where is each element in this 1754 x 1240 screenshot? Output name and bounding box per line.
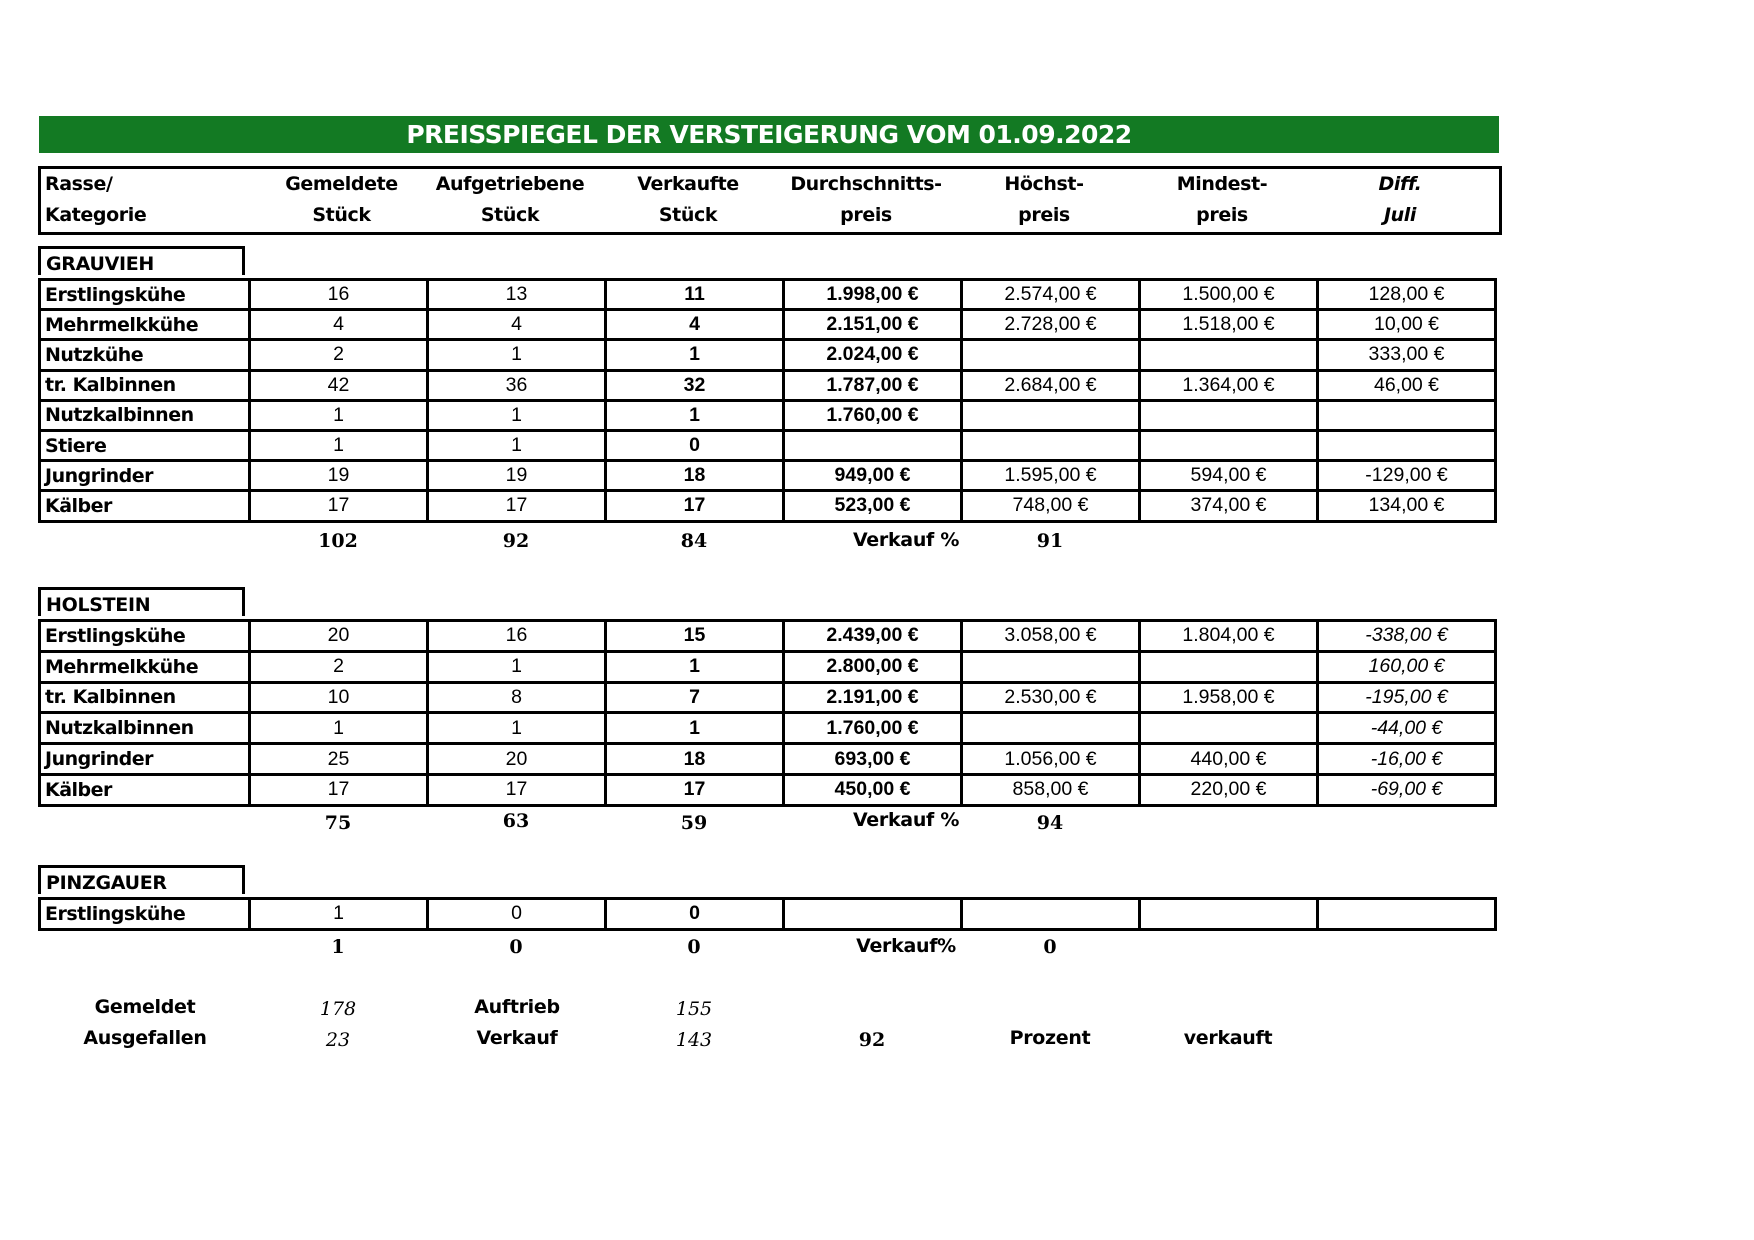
table-row <box>40 491 1496 521</box>
cell-kategorie: Jungrinder <box>40 744 250 775</box>
cell-diff-juli: -44,00 € <box>1318 713 1496 744</box>
cell-mindestpreis <box>1140 899 1318 930</box>
cell-mindestpreis: 440,00 € <box>1140 744 1318 775</box>
cell-gemeldet: 2 <box>250 651 428 682</box>
cell-verkauft: 4 <box>606 310 784 340</box>
cell-durchschnittspreis: 693,00 € <box>784 744 962 775</box>
cell-gemeldet: 19 <box>250 461 428 491</box>
total-verkauf-label: Verkauf% <box>856 935 956 957</box>
cell-hoechstpreis: 1.056,00 € <box>962 744 1140 775</box>
cell-aufgetrieben: 4 <box>428 310 606 340</box>
cell-diff-juli: -338,00 € <box>1318 621 1496 652</box>
cell-diff-juli: 134,00 € <box>1318 491 1496 521</box>
table-row <box>40 430 1496 460</box>
cell-mindestpreis: 1.804,00 € <box>1140 621 1318 652</box>
summary-gemeldet-label: Gemeldet <box>94 996 196 1018</box>
cell-diff-juli: 46,00 € <box>1318 370 1496 400</box>
cell-hoechstpreis: 2.574,00 € <box>962 280 1140 310</box>
cell-kategorie: Jungrinder <box>40 461 250 491</box>
cell-diff-juli <box>1318 430 1496 460</box>
cell-hoechstpreis <box>962 713 1140 744</box>
summary-verkauf-value: 143 <box>675 1029 713 1051</box>
cell-aufgetrieben: 17 <box>428 774 606 805</box>
cell-hoechstpreis <box>962 400 1140 430</box>
total-gemeldet: 102 <box>318 530 358 552</box>
cell-aufgetrieben: 13 <box>428 280 606 310</box>
cell-gemeldet: 1 <box>250 899 428 930</box>
cell-aufgetrieben: 1 <box>428 340 606 370</box>
table-row <box>40 340 1496 370</box>
cell-mindestpreis <box>1140 651 1318 682</box>
total-verkauft: 0 <box>687 936 701 958</box>
cell-gemeldet: 1 <box>250 713 428 744</box>
cell-durchschnittspreis: 523,00 € <box>784 491 962 521</box>
summary-auftrieb-value: 155 <box>675 998 713 1020</box>
section-label-grauvieh: GRAUVIEH <box>38 246 245 275</box>
cell-kategorie: Kälber <box>40 774 250 805</box>
cell-verkauft: 1 <box>606 400 784 430</box>
cell-mindestpreis: 1.500,00 € <box>1140 280 1318 310</box>
header-rasse-kategorie: Rasse/ Kategorie <box>45 173 147 226</box>
summary-ausgefallen-value: 23 <box>325 1029 351 1051</box>
summary-percent-value: 92 <box>858 1029 886 1051</box>
cell-durchschnittspreis: 1.787,00 € <box>784 370 962 400</box>
cell-kategorie: tr. Kalbinnen <box>40 682 250 713</box>
cell-diff-juli: 128,00 € <box>1318 280 1496 310</box>
header-mindestpreis: Mindest- preis <box>1176 173 1268 226</box>
cell-diff-juli: -69,00 € <box>1318 774 1496 805</box>
page-title: PREISSPIEGEL DER VERSTEIGERUNG VOM 01.09.2022 <box>39 116 1499 153</box>
cell-aufgetrieben: 1 <box>428 651 606 682</box>
cell-durchschnittspreis: 2.151,00 € <box>784 310 962 340</box>
cell-aufgetrieben: 20 <box>428 744 606 775</box>
column-header-box <box>38 166 1502 235</box>
total-gemeldet: 75 <box>324 812 352 834</box>
cell-gemeldet: 10 <box>250 682 428 713</box>
cell-hoechstpreis: 2.530,00 € <box>962 682 1140 713</box>
cell-durchschnittspreis: 2.800,00 € <box>784 651 962 682</box>
cell-diff-juli: -195,00 € <box>1318 682 1496 713</box>
cell-kategorie: Kälber <box>40 491 250 521</box>
table-row <box>40 713 1496 744</box>
total-gemeldet: 1 <box>331 936 345 958</box>
cell-mindestpreis: 220,00 € <box>1140 774 1318 805</box>
cell-verkauft: 17 <box>606 774 784 805</box>
cell-verkauft: 1 <box>606 340 784 370</box>
cell-kategorie: Erstlingskühe <box>40 280 250 310</box>
cell-mindestpreis <box>1140 340 1318 370</box>
section-label-holstein: HOLSTEIN <box>38 587 245 616</box>
cell-gemeldet: 20 <box>250 621 428 652</box>
total-percent: 94 <box>1036 812 1064 834</box>
cell-durchschnittspreis <box>784 899 962 930</box>
cell-mindestpreis: 1.958,00 € <box>1140 682 1318 713</box>
cell-verkauft: 18 <box>606 744 784 775</box>
header-aufgetriebene: Aufgetriebene Stück <box>435 173 585 226</box>
cell-kategorie: Mehrmelkkühe <box>40 310 250 340</box>
cell-hoechstpreis: 3.058,00 € <box>962 621 1140 652</box>
cell-durchschnittspreis: 2.024,00 € <box>784 340 962 370</box>
total-verkauft: 84 <box>680 530 708 552</box>
cell-durchschnittspreis: 1.760,00 € <box>784 713 962 744</box>
cell-verkauft: 1 <box>606 651 784 682</box>
total-percent: 91 <box>1036 530 1064 552</box>
cell-hoechstpreis: 2.684,00 € <box>962 370 1140 400</box>
cell-diff-juli: -16,00 € <box>1318 744 1496 775</box>
cell-diff-juli: 333,00 € <box>1318 340 1496 370</box>
cell-aufgetrieben: 16 <box>428 621 606 652</box>
cell-verkauft: 32 <box>606 370 784 400</box>
total-aufgetrieben: 92 <box>502 530 530 552</box>
header-durchschnittspreis: Durchschnitts- preis <box>790 173 942 226</box>
cell-diff-juli <box>1318 899 1496 930</box>
cell-hoechstpreis: 748,00 € <box>962 491 1140 521</box>
table-row <box>40 400 1496 430</box>
cell-aufgetrieben: 1 <box>428 400 606 430</box>
summary-verkauf-label: Verkauf <box>476 1027 558 1049</box>
cell-aufgetrieben: 0 <box>428 899 606 930</box>
cell-verkauft: 18 <box>606 461 784 491</box>
table-row <box>40 899 1496 930</box>
table-row <box>40 621 1496 652</box>
header-gemeldete: Gemeldete Stück <box>285 173 398 226</box>
cell-gemeldet: 17 <box>250 774 428 805</box>
cell-durchschnittspreis: 2.439,00 € <box>784 621 962 652</box>
cell-aufgetrieben: 36 <box>428 370 606 400</box>
table-row <box>40 370 1496 400</box>
table-row <box>40 461 1496 491</box>
header-verkaufte: Verkaufte Stück <box>637 173 739 226</box>
cell-verkauft: 1 <box>606 713 784 744</box>
cell-gemeldet: 1 <box>250 430 428 460</box>
header-hoechstpreis: Höchst- preis <box>1004 173 1084 226</box>
cell-durchschnittspreis: 2.191,00 € <box>784 682 962 713</box>
cell-kategorie: Erstlingskühe <box>40 899 250 930</box>
total-verkauft: 59 <box>680 812 708 834</box>
cell-hoechstpreis <box>962 899 1140 930</box>
cell-mindestpreis: 374,00 € <box>1140 491 1318 521</box>
cell-hoechstpreis: 1.595,00 € <box>962 461 1140 491</box>
summary-auftrieb-label: Auftrieb <box>474 996 560 1018</box>
cell-verkauft: 11 <box>606 280 784 310</box>
total-verkauf-label: Verkauf % <box>852 809 960 831</box>
summary-verkauft-label: verkauft <box>1183 1027 1273 1049</box>
cell-aufgetrieben: 1 <box>428 713 606 744</box>
summary-ausgefallen-label: Ausgefallen <box>83 1027 207 1049</box>
table-row <box>40 682 1496 713</box>
cell-durchschnittspreis: 450,00 € <box>784 774 962 805</box>
table-row <box>40 651 1496 682</box>
cell-hoechstpreis: 2.728,00 € <box>962 310 1140 340</box>
table-grauvieh <box>38 278 1497 523</box>
cell-durchschnittspreis: 1.998,00 € <box>784 280 962 310</box>
cell-aufgetrieben: 8 <box>428 682 606 713</box>
summary-prozent-label: Prozent <box>1009 1027 1091 1049</box>
header-diff-juli: Diff. Juli <box>1378 173 1422 226</box>
cell-verkauft: 0 <box>606 430 784 460</box>
cell-aufgetrieben: 19 <box>428 461 606 491</box>
cell-gemeldet: 17 <box>250 491 428 521</box>
table-holstein <box>38 619 1497 807</box>
cell-mindestpreis: 1.518,00 € <box>1140 310 1318 340</box>
table-row <box>40 774 1496 805</box>
cell-kategorie: Nutzkalbinnen <box>40 713 250 744</box>
cell-mindestpreis: 594,00 € <box>1140 461 1318 491</box>
table-row <box>40 744 1496 775</box>
table-row <box>40 310 1496 340</box>
cell-hoechstpreis: 858,00 € <box>962 774 1140 805</box>
cell-kategorie: tr. Kalbinnen <box>40 370 250 400</box>
cell-durchschnittspreis <box>784 430 962 460</box>
cell-durchschnittspreis: 949,00 € <box>784 461 962 491</box>
cell-gemeldet: 2 <box>250 340 428 370</box>
cell-mindestpreis <box>1140 430 1318 460</box>
total-verkauf-label: Verkauf % <box>852 529 960 551</box>
cell-verkauft: 17 <box>606 491 784 521</box>
cell-gemeldet: 1 <box>250 400 428 430</box>
cell-hoechstpreis <box>962 651 1140 682</box>
cell-gemeldet: 4 <box>250 310 428 340</box>
cell-mindestpreis <box>1140 400 1318 430</box>
cell-durchschnittspreis: 1.760,00 € <box>784 400 962 430</box>
cell-kategorie: Nutzkühe <box>40 340 250 370</box>
table-row <box>40 280 1496 310</box>
summary-gemeldet-value: 178 <box>319 998 357 1020</box>
total-aufgetrieben: 63 <box>502 810 530 832</box>
cell-gemeldet: 42 <box>250 370 428 400</box>
cell-kategorie: Erstlingskühe <box>40 621 250 652</box>
cell-diff-juli: -129,00 € <box>1318 461 1496 491</box>
cell-kategorie: Nutzkalbinnen <box>40 400 250 430</box>
cell-gemeldet: 16 <box>250 280 428 310</box>
cell-diff-juli <box>1318 400 1496 430</box>
total-aufgetrieben: 0 <box>509 936 523 958</box>
section-label-pinzgauer: PINZGAUER <box>38 865 245 894</box>
cell-gemeldet: 25 <box>250 744 428 775</box>
total-percent: 0 <box>1043 936 1057 958</box>
cell-mindestpreis <box>1140 713 1318 744</box>
cell-diff-juli: 10,00 € <box>1318 310 1496 340</box>
cell-kategorie: Mehrmelkkühe <box>40 651 250 682</box>
cell-aufgetrieben: 1 <box>428 430 606 460</box>
cell-diff-juli: 160,00 € <box>1318 651 1496 682</box>
cell-verkauft: 0 <box>606 899 784 930</box>
table-pinzgauer <box>38 897 1497 931</box>
cell-aufgetrieben: 17 <box>428 491 606 521</box>
cell-verkauft: 15 <box>606 621 784 652</box>
cell-kategorie: Stiere <box>40 430 250 460</box>
cell-hoechstpreis <box>962 430 1140 460</box>
cell-mindestpreis: 1.364,00 € <box>1140 370 1318 400</box>
cell-hoechstpreis <box>962 340 1140 370</box>
cell-verkauft: 7 <box>606 682 784 713</box>
